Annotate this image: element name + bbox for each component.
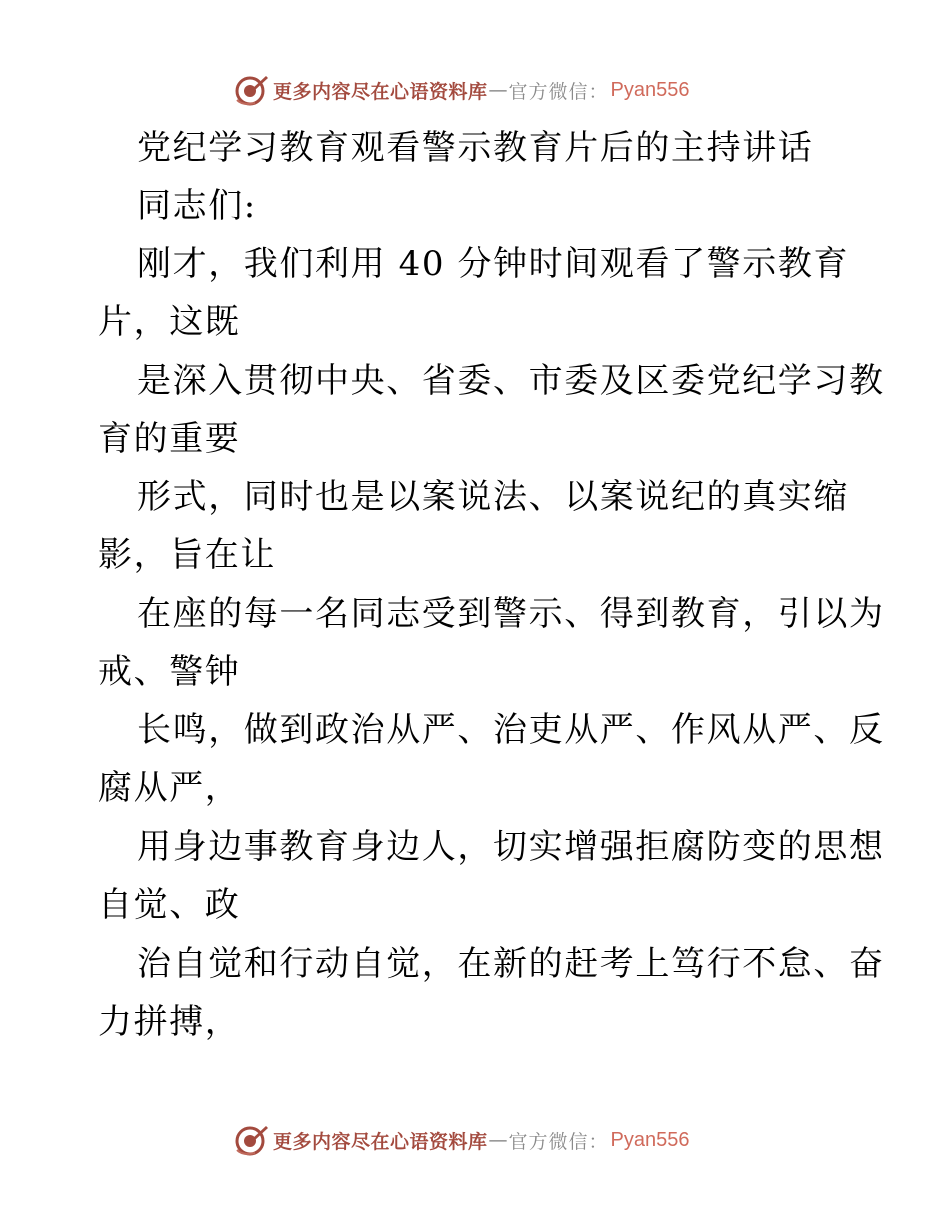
paragraph-line: 在座的每一名同志受到警示、得到教育，引以为 — [137, 594, 885, 634]
paragraph-line: 戒、警钟 — [98, 652, 241, 692]
watermark-wechat-id: Pyan556 — [610, 78, 690, 101]
paragraph-line: 影，旨在让 — [98, 535, 276, 575]
paragraph-line: 腐从严， — [98, 768, 241, 808]
document-title: 党纪学习教育观看警示教育片后的主持讲话 — [137, 128, 814, 168]
red-stamp-logo-icon — [233, 1122, 269, 1158]
paragraph-line: 育的重要 — [98, 419, 241, 459]
watermark-separator: — — [488, 79, 508, 101]
watermark-official-label: 官方微信： — [508, 1130, 609, 1153]
paragraph-line: 长鸣，做到政治从严、治吏从严、作风从严、反 — [137, 710, 885, 750]
watermark-wechat-id: Pyan556 — [610, 1128, 690, 1151]
footer-watermark — [233, 1122, 690, 1158]
paragraph-line: 是深入贯彻中央、省委、市委及区委党纪学习教 — [137, 361, 885, 401]
paragraph-line: 力拼搏， — [98, 1002, 241, 1042]
paragraph-line: 片，这既 — [98, 302, 241, 342]
header-watermark — [233, 72, 690, 108]
watermark-separator: — — [488, 1129, 508, 1151]
paragraph-line: 刚才，我们利用 40 分钟时间观看了警示教育 — [137, 244, 850, 284]
red-stamp-logo-icon — [233, 72, 269, 108]
salutation: 同志们: — [137, 186, 257, 226]
paragraph-line: 治自觉和行动自觉，在新的赶考上笃行不怠、奋 — [137, 944, 885, 984]
watermark-official-label: 官方微信： — [508, 80, 609, 103]
paragraph-line: 形式，同时也是以案说法、以案说纪的真实缩 — [137, 477, 849, 517]
watermark-brand-text: 更多内容尽在心语资料库 — [273, 80, 488, 103]
paragraph-line: 自觉、政 — [98, 885, 241, 925]
paragraph-line: 用身边事教育身边人，切实增强拒腐防变的思想 — [137, 827, 885, 867]
watermark-brand-text: 更多内容尽在心语资料库 — [273, 1130, 488, 1153]
